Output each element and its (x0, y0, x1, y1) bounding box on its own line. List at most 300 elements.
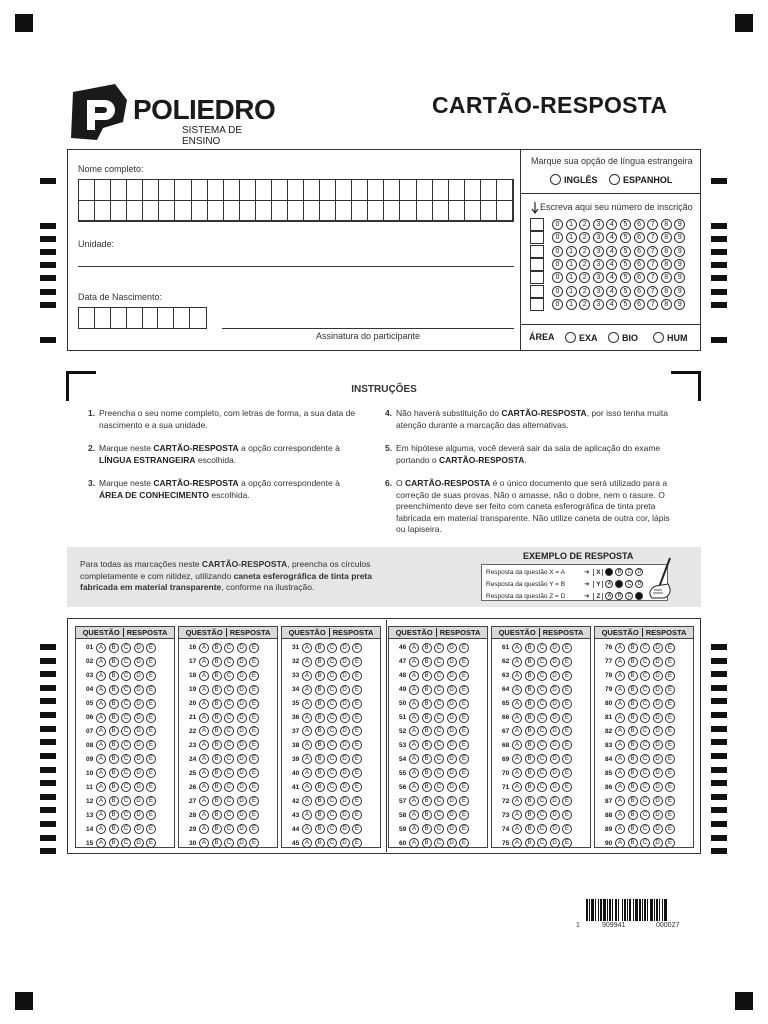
answer-bubble[interactable]: C (537, 824, 547, 834)
answer-bubble[interactable]: B (109, 726, 119, 736)
answer-bubble[interactable]: E (459, 671, 469, 681)
registration-digit-bubble[interactable]: 0 (552, 286, 563, 297)
answer-bubble[interactable]: D (340, 699, 350, 709)
birth-date-digit-cell[interactable] (79, 308, 95, 328)
registration-digit-bubble[interactable]: 4 (606, 219, 617, 230)
registration-digit-bubble[interactable]: 5 (620, 286, 631, 297)
answer-bubble[interactable]: E (249, 713, 259, 723)
answer-bubble[interactable]: C (327, 643, 337, 653)
answer-bubble[interactable]: B (422, 768, 432, 778)
answer-bubble[interactable]: B (212, 782, 222, 792)
answer-bubble[interactable]: C (434, 838, 444, 848)
answer-bubble[interactable]: D (237, 699, 247, 709)
answer-bubble[interactable]: B (628, 824, 638, 834)
answer-bubble[interactable]: E (352, 726, 362, 736)
answer-bubble[interactable]: E (665, 671, 675, 681)
answer-bubble[interactable]: A (302, 740, 312, 750)
answer-bubble[interactable]: D (653, 671, 663, 681)
answer-bubble[interactable]: C (224, 726, 234, 736)
area-option-exa[interactable] (565, 332, 598, 343)
answer-bubble[interactable]: B (315, 726, 325, 736)
registration-digit-bubble[interactable]: 2 (579, 259, 590, 270)
answer-bubble[interactable]: A (512, 768, 522, 778)
answer-bubble[interactable]: E (665, 740, 675, 750)
registration-digit-box[interactable] (530, 218, 544, 231)
answer-bubble[interactable]: A (302, 782, 312, 792)
answer-bubble[interactable]: B (525, 782, 535, 792)
answer-bubble[interactable]: C (434, 713, 444, 723)
answer-bubble[interactable]: B (525, 838, 535, 848)
answer-bubble[interactable]: B (525, 810, 535, 820)
answer-bubble[interactable]: D (237, 685, 247, 695)
answer-bubble[interactable]: C (327, 713, 337, 723)
answer-bubble[interactable]: B (525, 699, 535, 709)
registration-digit-bubble[interactable]: 9 (674, 232, 685, 243)
answer-bubble[interactable]: B (315, 838, 325, 848)
answer-bubble[interactable]: A (199, 671, 209, 681)
registration-digit-bubble[interactable]: 5 (620, 272, 631, 283)
answer-bubble[interactable]: B (315, 713, 325, 723)
registration-digit-bubble[interactable]: 3 (593, 299, 604, 310)
answer-bubble[interactable]: B (628, 713, 638, 723)
registration-digit-bubble[interactable]: 8 (661, 259, 672, 270)
answer-bubble[interactable]: D (447, 671, 457, 681)
answer-bubble[interactable]: B (315, 796, 325, 806)
answer-bubble[interactable]: B (109, 685, 119, 695)
answer-bubble[interactable]: A (512, 699, 522, 709)
answer-bubble[interactable]: A (96, 685, 106, 695)
answer-bubble[interactable]: D (653, 713, 663, 723)
answer-bubble[interactable]: C (434, 754, 444, 764)
answer-bubble[interactable]: A (409, 754, 419, 764)
answer-bubble[interactable]: B (315, 810, 325, 820)
answer-bubble[interactable]: A (96, 768, 106, 778)
answer-bubble[interactable]: A (302, 657, 312, 667)
answer-bubble[interactable]: B (212, 726, 222, 736)
registration-digit-bubble[interactable]: 3 (593, 246, 604, 257)
registration-digit-box[interactable] (530, 285, 544, 298)
answer-bubble[interactable]: B (109, 838, 119, 848)
registration-digit-bubble[interactable]: 1 (566, 286, 577, 297)
answer-bubble[interactable]: C (224, 643, 234, 653)
answer-bubble[interactable]: E (352, 740, 362, 750)
answer-bubble[interactable]: B (212, 713, 222, 723)
answer-bubble[interactable]: B (212, 740, 222, 750)
answer-bubble[interactable]: D (340, 657, 350, 667)
answer-bubble[interactable]: D (237, 782, 247, 792)
answer-bubble[interactable]: A (96, 643, 106, 653)
birth-date-digit-cell[interactable] (190, 308, 206, 328)
answer-bubble[interactable]: B (315, 754, 325, 764)
name-char-cell[interactable] (465, 201, 481, 222)
registration-digit-bubble[interactable]: 6 (634, 219, 645, 230)
answer-bubble[interactable]: A (302, 796, 312, 806)
registration-digit-bubble[interactable]: 1 (566, 259, 577, 270)
answer-bubble[interactable]: D (134, 782, 144, 792)
registration-digit-bubble[interactable]: 1 (566, 299, 577, 310)
answer-bubble[interactable]: C (224, 685, 234, 695)
name-char-cell[interactable] (417, 180, 433, 201)
birth-date-digit-cell[interactable] (174, 308, 190, 328)
registration-digit-bubble[interactable]: 9 (674, 219, 685, 230)
answer-bubble[interactable]: E (562, 685, 572, 695)
answer-bubble[interactable]: D (550, 824, 560, 834)
answer-bubble[interactable]: B (109, 713, 119, 723)
registration-digit-bubble[interactable]: 6 (634, 299, 645, 310)
answer-bubble[interactable]: D (550, 768, 560, 778)
answer-bubble[interactable]: E (249, 810, 259, 820)
answer-bubble[interactable]: B (212, 657, 222, 667)
name-char-cell[interactable] (288, 201, 304, 222)
answer-bubble[interactable]: E (146, 810, 156, 820)
name-char-cell[interactable] (127, 180, 143, 201)
answer-bubble[interactable]: C (327, 782, 337, 792)
name-char-cell[interactable] (384, 201, 400, 222)
answer-bubble[interactable]: E (146, 726, 156, 736)
answer-bubble[interactable]: C (537, 643, 547, 653)
answer-bubble[interactable]: A (199, 810, 209, 820)
answer-bubble[interactable]: B (525, 796, 535, 806)
answer-bubble[interactable]: E (249, 824, 259, 834)
answer-bubble[interactable]: B (525, 657, 535, 667)
answer-bubble[interactable]: C (224, 824, 234, 834)
answer-bubble[interactable]: D (550, 657, 560, 667)
answer-bubble[interactable]: D (134, 796, 144, 806)
language-option-spanish[interactable] (609, 174, 672, 185)
answer-bubble[interactable]: C (224, 796, 234, 806)
registration-digit-bubble[interactable]: 9 (674, 272, 685, 283)
birth-date-digit-cell[interactable] (127, 308, 143, 328)
answer-bubble[interactable]: A (302, 713, 312, 723)
answer-bubble[interactable]: E (562, 824, 572, 834)
answer-bubble[interactable]: C (640, 838, 650, 848)
answer-bubble[interactable]: B (422, 754, 432, 764)
answer-bubble[interactable]: E (459, 796, 469, 806)
registration-digit-bubble[interactable]: 3 (593, 259, 604, 270)
name-char-cell[interactable] (143, 180, 159, 201)
answer-bubble[interactable]: E (146, 713, 156, 723)
answer-bubble[interactable]: D (550, 685, 560, 695)
answer-bubble[interactable]: A (615, 643, 625, 653)
answer-bubble[interactable]: A (199, 740, 209, 750)
answer-bubble[interactable]: C (327, 824, 337, 834)
name-char-cell[interactable] (352, 180, 368, 201)
answer-bubble[interactable]: B (422, 782, 432, 792)
answer-bubble[interactable]: A (615, 740, 625, 750)
answer-bubble[interactable]: D (447, 796, 457, 806)
answer-bubble[interactable]: E (459, 782, 469, 792)
registration-digit-bubble[interactable]: 5 (620, 232, 631, 243)
name-char-cell[interactable] (208, 180, 224, 201)
answer-bubble[interactable]: E (665, 657, 675, 667)
answer-bubble[interactable]: B (628, 685, 638, 695)
answer-bubble[interactable]: B (315, 685, 325, 695)
answer-bubble[interactable]: D (447, 685, 457, 695)
answer-bubble[interactable]: C (224, 810, 234, 820)
answer-bubble[interactable]: B (109, 810, 119, 820)
answer-bubble[interactable]: B (628, 726, 638, 736)
answer-bubble[interactable]: A (302, 824, 312, 834)
answer-bubble[interactable]: E (459, 657, 469, 667)
registration-digit-bubble[interactable]: 8 (661, 286, 672, 297)
answer-bubble[interactable]: A (512, 810, 522, 820)
answer-bubble[interactable]: C (537, 726, 547, 736)
answer-bubble[interactable]: B (422, 726, 432, 736)
answer-bubble[interactable]: C (640, 685, 650, 695)
registration-digit-bubble[interactable]: 2 (579, 286, 590, 297)
answer-bubble[interactable]: A (96, 699, 106, 709)
answer-bubble[interactable]: E (562, 838, 572, 848)
answer-bubble[interactable]: C (537, 768, 547, 778)
answer-bubble[interactable]: B (109, 768, 119, 778)
answer-bubble[interactable]: D (134, 740, 144, 750)
answer-bubble[interactable]: D (447, 768, 457, 778)
answer-bubble[interactable]: E (459, 643, 469, 653)
registration-digit-bubble[interactable]: 1 (566, 272, 577, 283)
registration-digit-bubble[interactable]: 9 (674, 259, 685, 270)
answer-bubble[interactable]: D (340, 643, 350, 653)
answer-bubble[interactable]: A (512, 782, 522, 792)
answer-bubble[interactable]: A (96, 782, 106, 792)
registration-digit-bubble[interactable]: 3 (593, 232, 604, 243)
answer-bubble[interactable]: A (512, 657, 522, 667)
answer-bubble[interactable]: D (134, 643, 144, 653)
answer-bubble[interactable]: E (146, 754, 156, 764)
name-char-cell[interactable] (272, 201, 288, 222)
answer-bubble[interactable]: A (302, 643, 312, 653)
answer-bubble[interactable]: E (459, 810, 469, 820)
answer-bubble[interactable]: E (562, 740, 572, 750)
answer-bubble[interactable]: E (562, 713, 572, 723)
answer-bubble[interactable]: C (327, 768, 337, 778)
answer-bubble[interactable]: C (327, 796, 337, 806)
registration-digit-bubble[interactable]: 0 (552, 259, 563, 270)
answer-bubble[interactable]: B (109, 657, 119, 667)
answer-bubble[interactable]: B (109, 740, 119, 750)
answer-bubble[interactable]: B (212, 768, 222, 778)
answer-bubble[interactable]: B (525, 754, 535, 764)
answer-bubble[interactable]: E (249, 643, 259, 653)
signature-line[interactable] (222, 328, 514, 329)
answer-bubble[interactable]: E (249, 754, 259, 764)
answer-bubble[interactable]: A (96, 824, 106, 834)
registration-digit-box[interactable] (530, 298, 544, 311)
name-char-cell[interactable] (304, 201, 320, 222)
answer-bubble[interactable]: C (327, 754, 337, 764)
name-char-cell[interactable] (159, 180, 175, 201)
answer-bubble[interactable]: D (237, 713, 247, 723)
answer-bubble[interactable]: A (96, 713, 106, 723)
answer-bubble[interactable]: B (315, 699, 325, 709)
name-char-cell[interactable] (192, 180, 208, 201)
answer-bubble[interactable]: B (212, 824, 222, 834)
answer-bubble[interactable]: A (409, 685, 419, 695)
answer-bubble[interactable]: E (249, 671, 259, 681)
answer-bubble[interactable]: D (550, 713, 560, 723)
answer-bubble[interactable]: C (434, 657, 444, 667)
answer-bubble[interactable]: C (640, 643, 650, 653)
registration-digit-bubble[interactable]: 7 (647, 219, 658, 230)
answer-bubble[interactable]: D (550, 643, 560, 653)
answer-bubble[interactable]: E (146, 838, 156, 848)
name-char-cell[interactable] (79, 180, 95, 201)
registration-digit-bubble[interactable]: 8 (661, 246, 672, 257)
answer-bubble[interactable]: E (562, 643, 572, 653)
answer-bubble[interactable]: B (628, 838, 638, 848)
name-char-cell[interactable] (481, 180, 497, 201)
answer-bubble[interactable]: B (628, 768, 638, 778)
answer-bubble[interactable]: C (434, 796, 444, 806)
registration-digit-bubble[interactable]: 7 (647, 286, 658, 297)
registration-digit-bubble[interactable]: 8 (661, 232, 672, 243)
name-char-cell[interactable] (497, 201, 513, 222)
answer-bubble[interactable]: C (640, 824, 650, 834)
answer-bubble[interactable]: C (537, 782, 547, 792)
answer-bubble[interactable]: D (134, 657, 144, 667)
answer-bubble[interactable]: D (653, 824, 663, 834)
answer-bubble[interactable]: E (146, 796, 156, 806)
answer-bubble[interactable]: C (121, 713, 131, 723)
answer-bubble[interactable]: C (327, 699, 337, 709)
registration-digit-bubble[interactable]: 7 (647, 272, 658, 283)
answer-bubble[interactable]: B (315, 657, 325, 667)
birth-date-digit-cell[interactable] (143, 308, 159, 328)
answer-bubble[interactable]: B (212, 796, 222, 806)
answer-bubble[interactable]: D (653, 754, 663, 764)
answer-bubble[interactable]: C (224, 782, 234, 792)
answer-bubble[interactable]: E (665, 796, 675, 806)
answer-bubble[interactable]: A (199, 754, 209, 764)
answer-bubble[interactable]: B (212, 643, 222, 653)
answer-bubble[interactable]: C (224, 838, 234, 848)
answer-bubble[interactable]: E (459, 740, 469, 750)
name-char-cell[interactable] (433, 201, 449, 222)
answer-bubble[interactable]: D (653, 643, 663, 653)
answer-bubble[interactable]: C (121, 824, 131, 834)
answer-bubble[interactable]: E (352, 657, 362, 667)
answer-bubble[interactable]: D (134, 671, 144, 681)
answer-bubble[interactable]: A (615, 782, 625, 792)
answer-bubble[interactable]: E (146, 824, 156, 834)
answer-bubble[interactable]: A (409, 671, 419, 681)
answer-bubble[interactable]: D (653, 726, 663, 736)
registration-digit-bubble[interactable]: 0 (552, 299, 563, 310)
answer-bubble[interactable]: A (615, 671, 625, 681)
answer-bubble[interactable]: C (537, 713, 547, 723)
birth-date-field-grid[interactable] (78, 307, 207, 329)
answer-bubble[interactable]: A (302, 768, 312, 778)
answer-bubble[interactable]: C (434, 782, 444, 792)
answer-bubble[interactable]: B (525, 671, 535, 681)
answer-bubble[interactable]: B (628, 782, 638, 792)
answer-bubble[interactable]: D (237, 768, 247, 778)
answer-bubble[interactable]: C (121, 838, 131, 848)
answer-bubble[interactable]: A (302, 810, 312, 820)
answer-bubble[interactable]: C (434, 643, 444, 653)
answer-bubble[interactable]: E (146, 657, 156, 667)
answer-bubble[interactable]: A (409, 726, 419, 736)
answer-bubble[interactable]: A (199, 838, 209, 848)
registration-digit-bubble[interactable]: 9 (674, 299, 685, 310)
name-char-cell[interactable] (417, 201, 433, 222)
answer-bubble[interactable]: E (665, 713, 675, 723)
answer-bubble[interactable]: C (327, 838, 337, 848)
answer-bubble[interactable]: C (434, 740, 444, 750)
answer-bubble[interactable]: E (352, 754, 362, 764)
answer-bubble[interactable]: B (212, 754, 222, 764)
answer-bubble[interactable]: D (653, 685, 663, 695)
registration-digit-bubble[interactable]: 2 (579, 246, 590, 257)
answer-bubble[interactable]: E (459, 838, 469, 848)
answer-bubble[interactable]: E (146, 685, 156, 695)
answer-bubble[interactable]: A (302, 685, 312, 695)
answer-bubble[interactable]: B (628, 810, 638, 820)
answer-bubble[interactable]: E (562, 657, 572, 667)
answer-bubble[interactable]: A (512, 796, 522, 806)
answer-bubble[interactable]: E (146, 643, 156, 653)
registration-digit-bubble[interactable]: 1 (566, 232, 577, 243)
answer-bubble[interactable]: B (212, 838, 222, 848)
registration-digit-box[interactable] (530, 231, 544, 244)
answer-bubble[interactable]: D (550, 754, 560, 764)
name-char-cell[interactable] (384, 180, 400, 201)
answer-bubble[interactable]: E (459, 824, 469, 834)
answer-bubble[interactable]: C (121, 685, 131, 695)
answer-bubble[interactable]: A (96, 796, 106, 806)
answer-bubble[interactable]: A (409, 740, 419, 750)
answer-bubble[interactable]: A (615, 754, 625, 764)
answer-bubble[interactable]: E (459, 685, 469, 695)
answer-bubble[interactable]: A (615, 657, 625, 667)
answer-bubble[interactable]: A (615, 726, 625, 736)
registration-digit-bubble[interactable]: 3 (593, 272, 604, 283)
answer-bubble[interactable]: B (628, 671, 638, 681)
answer-bubble[interactable]: E (249, 699, 259, 709)
answer-bubble[interactable]: C (121, 671, 131, 681)
registration-digit-bubble[interactable]: 2 (579, 219, 590, 230)
answer-bubble[interactable]: B (422, 824, 432, 834)
answer-bubble[interactable]: B (212, 810, 222, 820)
answer-bubble[interactable]: A (409, 824, 419, 834)
answer-bubble[interactable]: D (550, 740, 560, 750)
name-char-cell[interactable] (352, 201, 368, 222)
answer-bubble[interactable]: D (550, 726, 560, 736)
answer-bubble[interactable]: B (109, 671, 119, 681)
answer-bubble[interactable]: B (422, 699, 432, 709)
answer-bubble[interactable]: A (512, 685, 522, 695)
answer-bubble[interactable]: C (121, 699, 131, 709)
registration-digit-bubble[interactable]: 6 (634, 246, 645, 257)
answer-bubble[interactable]: B (422, 838, 432, 848)
answer-bubble[interactable]: E (146, 671, 156, 681)
answer-bubble[interactable]: A (302, 671, 312, 681)
answer-bubble[interactable]: C (327, 810, 337, 820)
answer-bubble[interactable]: A (615, 838, 625, 848)
answer-bubble[interactable]: D (447, 740, 457, 750)
answer-bubble[interactable]: D (653, 810, 663, 820)
registration-digit-bubble[interactable]: 8 (661, 272, 672, 283)
registration-digit-bubble[interactable]: 3 (593, 219, 604, 230)
answer-bubble[interactable]: E (146, 740, 156, 750)
registration-digit-bubble[interactable]: 2 (579, 232, 590, 243)
answer-bubble[interactable]: A (199, 657, 209, 667)
answer-bubble[interactable]: E (249, 768, 259, 778)
registration-digit-bubble[interactable]: 7 (647, 232, 658, 243)
answer-bubble[interactable]: B (315, 824, 325, 834)
name-char-cell[interactable] (449, 180, 465, 201)
name-char-cell[interactable] (304, 180, 320, 201)
answer-bubble[interactable]: D (447, 810, 457, 820)
